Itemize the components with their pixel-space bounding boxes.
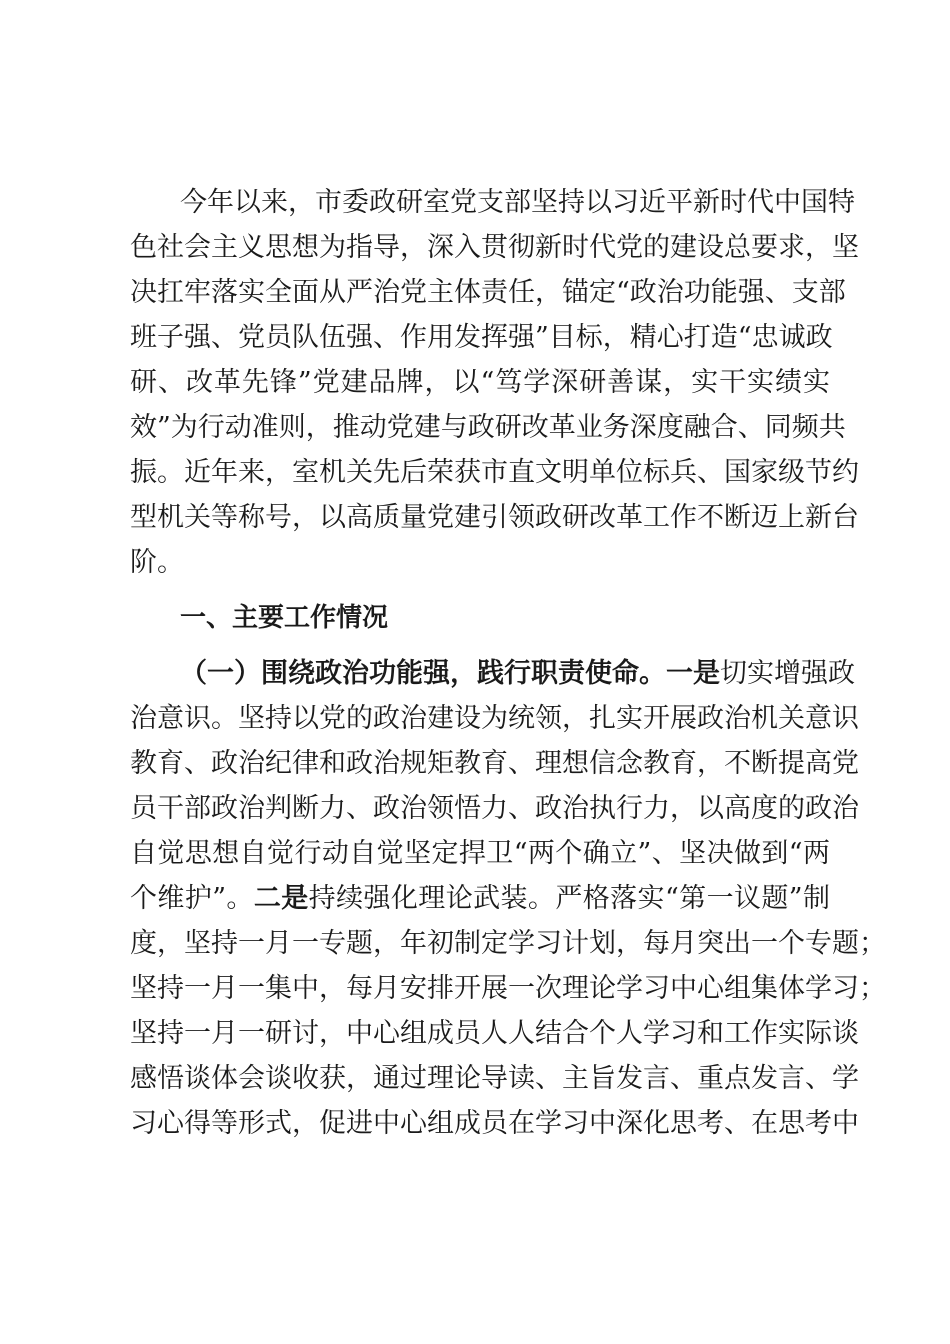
section-heading: 一、主要工作情况 — [180, 603, 389, 633]
intro-line: 决扛牢落实全面从严治党主体责任，锚定“政治功能强、支部 — [130, 277, 846, 308]
body-line: 习心得等形式，促进中心组成员在学习中深化思考、在思考中 — [130, 1108, 859, 1139]
body-line: 坚持一月一集中，每月安排开展一次理论学习中心组集体学习； — [130, 973, 886, 1004]
intro-line: 型机关等称号，以高质量党建引领政研改革工作不断迈上新台 — [130, 502, 859, 533]
body-line: 治意识。坚持以党的政治建设为统领，扎实开展政治机关意识 — [130, 703, 859, 734]
subsection-title: （一）围绕政治功能强，践行职责使命。 — [180, 658, 666, 689]
text-run: 切实增强政 — [720, 658, 855, 689]
text-run: 持续强化理论武装。严格落实“第一议题”制 — [308, 883, 831, 914]
intro-line: 阶。 — [130, 547, 184, 578]
body-line: 员干部政治判断力、政治领悟力、政治执行力，以高度的政治 — [130, 793, 859, 824]
body-line: 教育、政治纪律和政治规矩教育、理想信念教育，不断提高党 — [130, 748, 859, 779]
body-line — [130, 881, 830, 917]
subsection-first-line — [180, 656, 855, 692]
intro-line: 振。近年来，室机关先后荣获市直文明单位标兵、国家级节约 — [130, 457, 859, 488]
intro-line: 效”为行动准则，推动党建与政研改革业务深度融合、同频共 — [130, 412, 846, 443]
body-line: 度，坚持一月一专题，年初制定学习计划，每月突出一个专题； — [130, 928, 886, 959]
body-line: 坚持一月一研讨，中心组成员人人结合个人学习和工作实际谈 — [130, 1018, 859, 1049]
text-run: 个维护”。 — [130, 883, 254, 914]
intro-line: 研、改革先锋”党建品牌，以“笃学深研善谋，实干实绩实 — [130, 367, 830, 398]
body-line: 自觉思想自觉行动自觉坚定捍卫“两个确立”、坚决做到“两 — [130, 838, 830, 869]
intro-line: 班子强、党员队伍强、作用发挥强”目标，精心打造“忠诚政 — [130, 322, 833, 353]
point-label: 一是 — [666, 658, 720, 689]
intro-line: 色社会主义思想为指导，深入贯彻新时代党的建设总要求，坚 — [130, 232, 859, 263]
intro-line: 今年以来，市委政研室党支部坚持以习近平新时代中国特 — [180, 187, 855, 218]
body-line: 感悟谈体会谈收获，通过理论导读、主旨发言、重点发言、学 — [130, 1063, 859, 1094]
point-label: 二是 — [253, 883, 309, 914]
